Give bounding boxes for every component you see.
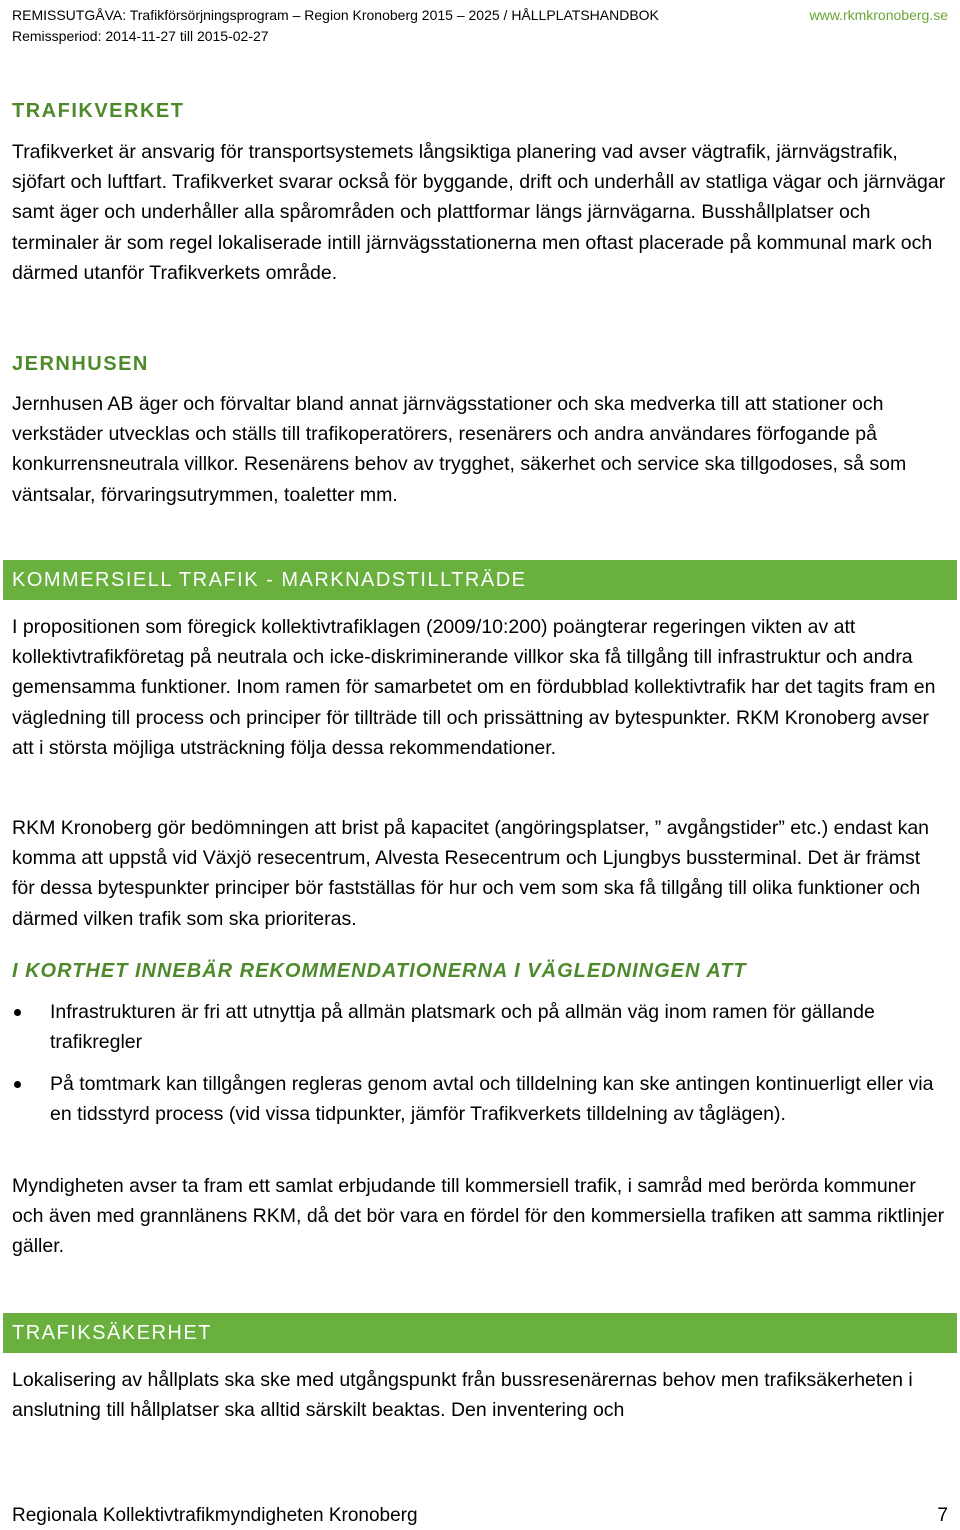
bullet-icon: [14, 1009, 21, 1016]
heading-trafiksakerhet: TRAFIKSÄKERHET: [12, 1322, 212, 1344]
heading-bar-kommersiell-trafik: [3, 560, 957, 600]
website-link[interactable]: www.rkmkronoberg.se: [809, 7, 948, 23]
footer-organization: Regionala Kollektivtrafikmyndigheten Kronoberg: [12, 1505, 418, 1526]
paragraph-kommersiell-1: I propositionen som föregick kollektivtrafiklagen (2009/10:200) poängterar regeringen vikten av att kollektivtrafikföretag på neutrala och icke-diskriminerande villkor ska få tillgång till infrastruktur och andra gemensamma funktioner. Inom ramen för samarbetet om en fördubblad kollektivtrafik har det tagits fram en vägledning till process och principer för tillträde till och prissättning av bytespunkter. RKM Kronoberg avser att i största möjliga utsträckning följa dessa rekommendationer.: [12, 616, 936, 759]
bullet-item: Infrastrukturen är fri att utnyttja på allmän platsmark och på allmän väg inom ramen för gällande trafikregler: [50, 1001, 875, 1054]
paragraph-jernhusen: Jernhusen AB äger och förvaltar bland annat järnvägsstationer och ska medverka till att stationer och verkstäder utvecklas och ställs till trafikoperatörers, resenärers och andra användares förfogande på konkurrensneutrala villkor. Resenärens behov av trygghet, säkerhet och service ska tillgodoses, så som väntsalar, förvaringsutrymmen, toaletter mm.: [12, 393, 907, 506]
paragraph-myndigheten: Myndigheten avser ta fram ett samlat erbjudande till kommersiell trafik, i samråd med berörda kommuner och även med grannlänens RKM, då det bör vara en fördel för den kommersiella trafiken att samma riktlinjer gäller.: [12, 1175, 945, 1258]
bullet-icon: [14, 1081, 21, 1088]
paragraph-kommersiell-2: RKM Kronoberg gör bedömningen att brist på kapacitet (angöringsplatser, ” avgångstider” etc.) endast kan komma att uppstå vid Växjö resecentrum, Alvesta Resecentrum och Ljungbys bussterminal. Det är främst för dessa bytespunkter principer bör fastställas för hur och vem som ska få tillgång till olika funktioner och därmed vilken trafik som ska prioriteras.: [12, 817, 930, 930]
heading-trafikverket: TRAFIKVERKET: [12, 100, 185, 122]
bullet-item: På tomtmark kan tillgången regleras genom avtal och tilldelning kan ske antingen kontinuerligt eller via en tidsstyrd process (vid vissa tidpunkter, jämför Trafikverkets tilldelning av tåglägen).: [50, 1073, 934, 1126]
paragraph-trafiksakerhet: Lokalisering av hållplats ska ske med utgångspunkt från bussresenärernas behov men trafiksäkerheten i anslutning till hållplatser ska alltid särskilt beaktas. Den inventering och: [12, 1369, 913, 1422]
heading-kommersiell-trafik: KOMMERSIELL TRAFIK - MARKNADSTILLTRÄDE: [12, 569, 527, 591]
paragraph-trafikverket: Trafikverket är ansvarig för transportsystemets långsiktiga planering vad avser vägtrafik, järnvägstrafik, sjöfart och luftfart. Trafikverket svarar också för byggande, drift och underhåll av statliga vägar och järnvägar samt äger och underhåller alla spårområden och plattformar längs järnvägarna. Busshållplatser och terminaler är som regel lokaliserade intill järnvägsstationerna men oftast placerade på kommunal mark och därmed utanför Trafikverkets område.: [12, 141, 946, 284]
document-header-title: REMISSUTGÅVA: Trafikförsörjningsprogram – Region Kronoberg 2015 – 2025 / HÅLLPLATSHANDBOK: [12, 7, 659, 23]
heading-bar-trafiksakerhet: [3, 1313, 957, 1353]
page-number: 7: [937, 1505, 948, 1526]
remiss-period: Remissperiod: 2014-11-27 till 2015-02-27: [12, 28, 269, 44]
heading-jernhusen: JERNHUSEN: [12, 353, 149, 375]
heading-i-korthet: I KORTHET INNEBÄR REKOMMENDATIONERNA I VÄGLEDNINGEN ATT: [12, 960, 747, 982]
